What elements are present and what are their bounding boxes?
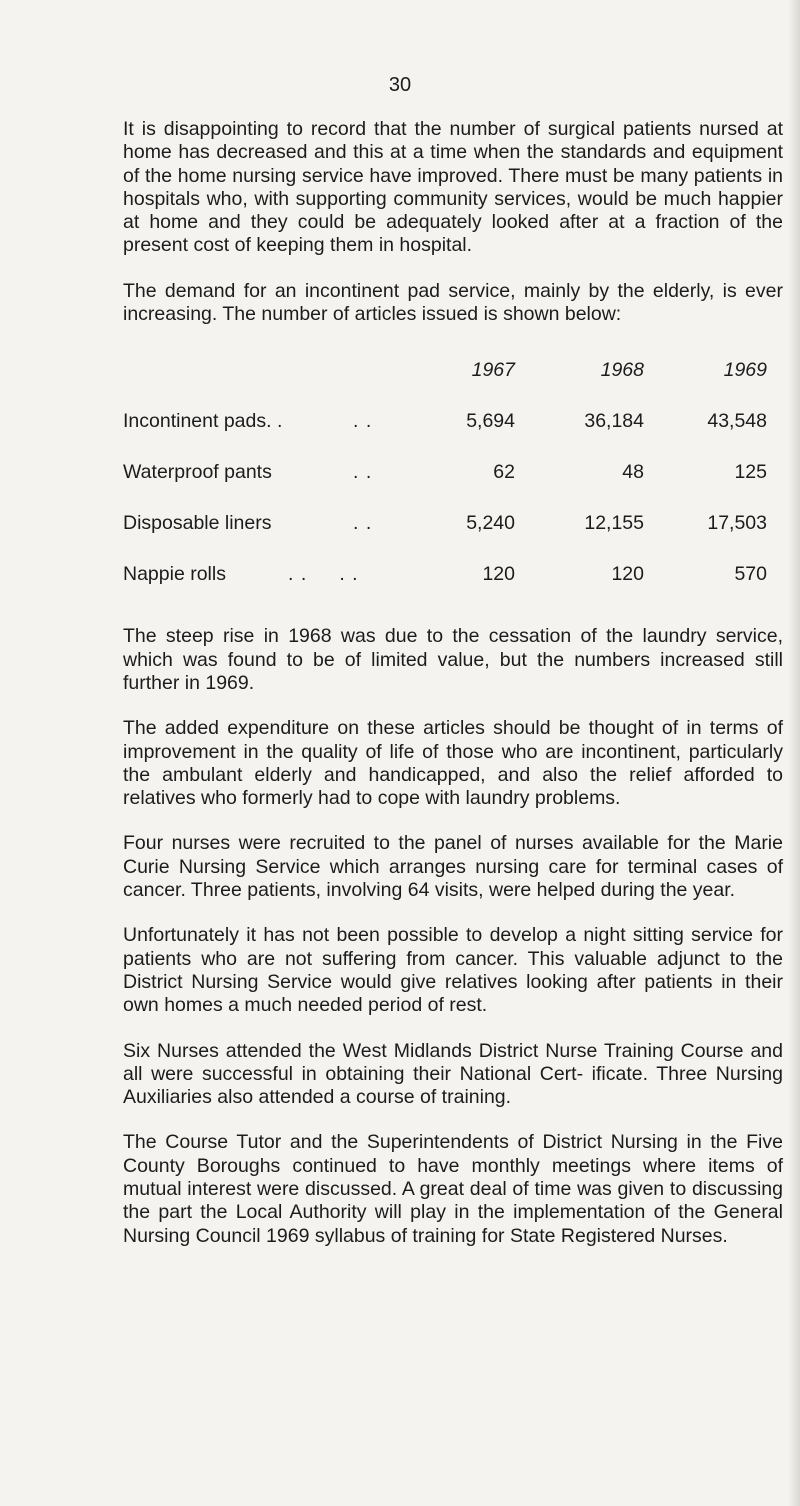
row-label: Incontinent pads. . <box>123 410 283 433</box>
table-cell: 43,548 <box>707 410 767 433</box>
row-label: Waterproof pants <box>123 461 272 484</box>
paragraph-surgical-patients: It is disappointing to record that the number of surgical patients nursed at home has decreased and this at a time when the standards and equipment of the home nursing service have improved. There must be many patients in hospitals who, with supporting community services, would be much happier at home and they could be adequately looked after at a fraction of the present cost of keeping them in hospital. <box>123 118 783 257</box>
table-cell: 570 <box>734 563 767 586</box>
table-cell: 36,184 <box>584 410 644 433</box>
table-cell: 12,155 <box>584 512 644 535</box>
paragraph-marie-curie: Four nurses were recruited to the panel of nurses available for the Marie Curie Nursing Service which arranges nursing care for terminal cases of cancer. Three patients, involving 64 visits, were helped during the year. <box>123 832 783 902</box>
paragraph-night-sitting: Unfortunately it has not been possible to develop a night sitting service for patients who are not suffering from cancer. This valuable adjunct to the District Nursing Service would give relatives looking after patients in their own homes a much needed period of rest. <box>123 924 783 1017</box>
dot-leader: . . <box>353 410 373 433</box>
table-cell: 5,694 <box>466 410 515 433</box>
year-header-1969: 1969 <box>723 359 767 382</box>
table-cell: 5,240 <box>466 512 515 535</box>
page-number: 30 <box>388 74 412 96</box>
paragraph-incontinent-pad-service: The demand for an incontinent pad service, mainly by the elderly, is ever increasing. The number of articles issued is shown below: <box>123 279 783 326</box>
dot-leader: . . . . <box>288 563 359 586</box>
year-header-1967: 1967 <box>471 359 515 382</box>
paragraph-training-course: Six Nurses attended the West Midlands District Nurse Training Course and all were successful in obtaining their National Cert- ificate. Three Nursing Auxiliaries also attended a course of training. <box>123 1039 783 1109</box>
table-cell: 62 <box>493 461 515 484</box>
page-edge-shadow <box>788 0 800 1506</box>
dot-leader: . . <box>353 512 373 535</box>
paragraph-added-expenditure: The added expenditure on these articles should be thought of in terms of improvement in the quality of life of those who are incontinent, particularly the ambulant elderly and handicapped, and also the relief afforded to relatives who formerly had to cope with laundry problems. <box>123 717 783 810</box>
page-body <box>123 118 783 1270</box>
year-header-1968: 1968 <box>600 359 644 382</box>
paragraph-steep-rise: The steep rise in 1968 was due to the cessation of the laundry service, which was found to be of limited value, but the numbers increased still further in 1969. <box>123 625 783 694</box>
table-cell: 17,503 <box>707 512 767 535</box>
table-cell: 48 <box>622 461 644 484</box>
row-label: Nappie rolls <box>123 563 226 586</box>
dot-leader: . . <box>353 461 373 484</box>
row-label: Disposable liners <box>123 512 272 535</box>
table-cell: 120 <box>482 563 515 586</box>
paragraph-course-tutor: The Course Tutor and the Superintendents of District Nursing in the Five County Boroughs continued to have monthly meetings where items of mutual interest were discussed. A great deal of time was given to discussing the part the Local Authority will play in the implementation of the General Nursing Council 1969 syllabus of training for State Registered Nurses. <box>123 1131 783 1247</box>
articles-issued-table <box>123 348 783 603</box>
table-cell: 120 <box>611 563 644 586</box>
table-cell: 125 <box>734 461 767 484</box>
